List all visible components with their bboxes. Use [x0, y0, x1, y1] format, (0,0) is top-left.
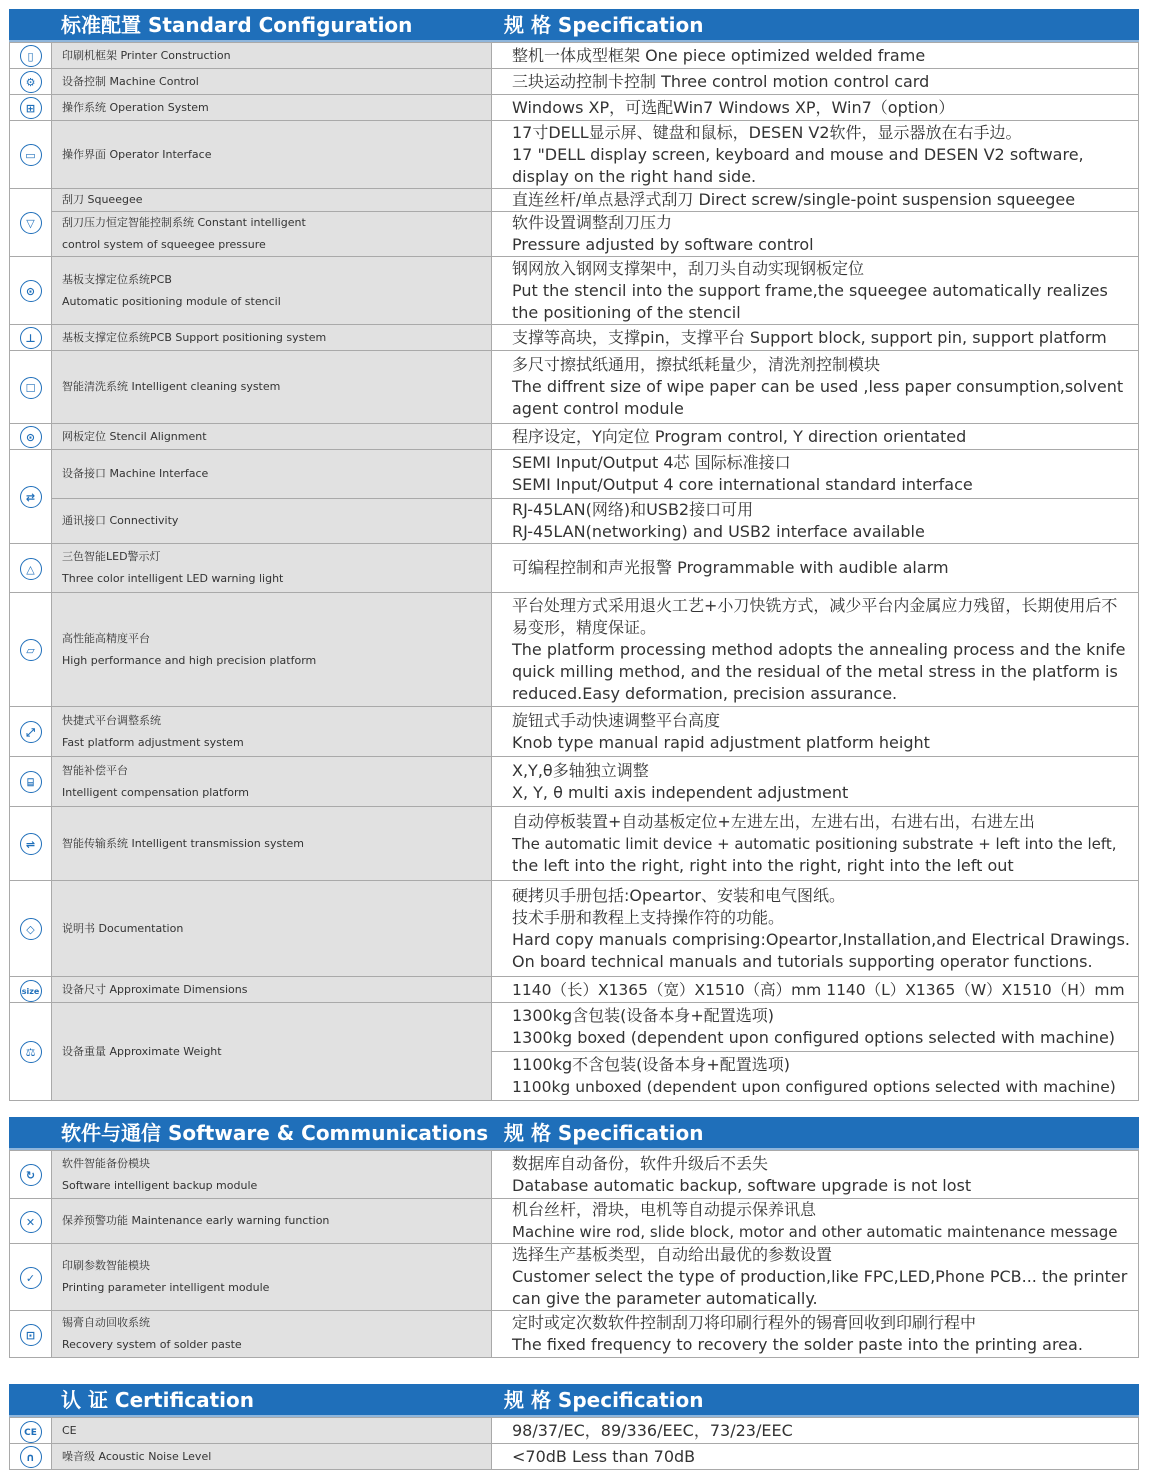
item-spec-line: can give the parameter automatically. — [512, 1289, 818, 1308]
item-spec — [492, 593, 1139, 707]
windows-icon: ⊞ — [20, 97, 42, 119]
item-spec-line: 旋钮式手动快速调整平台高度 — [512, 710, 721, 730]
item-name-line: 软件智能备份模块 — [62, 1156, 150, 1170]
item-spec-line: 平台处理方式采用退火工艺+小刀快铣方式，减少平台内金属应力残留，长期使用后不 — [512, 595, 1118, 615]
weight-icon: ⚖ — [20, 1041, 42, 1063]
item-spec — [492, 1244, 1139, 1311]
table-row — [10, 1199, 1139, 1244]
adjust-icon: ⤢ — [20, 721, 42, 743]
table-row — [10, 189, 1139, 212]
monitor-icon: ▭ — [20, 144, 42, 166]
item-name-line: 设备重量 Approximate Weight — [62, 1044, 222, 1058]
item-name-line: Recovery system of solder paste — [62, 1338, 242, 1351]
item-spec — [492, 1418, 1139, 1444]
table-row — [10, 707, 1139, 757]
support-pins-icon: ⊥ — [20, 327, 42, 349]
warning-light-icon: △ — [20, 558, 42, 580]
table-row — [10, 1151, 1139, 1199]
item-name-line: Intelligent compensation platform — [62, 785, 249, 799]
row-icon-cell — [10, 1003, 52, 1101]
item-spec-line: 钢网放入钢网支撑架中，刮刀头自动实现钢板定位 — [512, 258, 865, 278]
item-spec-line: 整机一体成型框架 One piece optimized welded frame — [512, 45, 926, 65]
item-spec — [492, 881, 1139, 977]
section-header — [9, 1117, 1139, 1150]
item-name-line: 网板定位 Stencil Alignment — [62, 429, 207, 443]
row-icon-cell — [10, 757, 52, 807]
item-name-line: 基板支撑定位系统PCB — [62, 272, 172, 286]
transmission-icon: ⇌ — [20, 833, 42, 855]
table-row — [10, 69, 1139, 95]
table-row — [10, 450, 1139, 499]
item-spec — [492, 43, 1139, 69]
item-spec — [492, 189, 1139, 212]
table-row — [10, 351, 1139, 424]
item-spec-line: 1100kg不含包装(设备本身+配置选项) — [512, 1055, 791, 1074]
item-name-line: 锡膏自动回收系统 — [62, 1316, 150, 1329]
item-name-line: 设备控制 Machine Control — [62, 74, 199, 88]
item-spec-line: Pressure adjusted by software control — [512, 235, 814, 254]
item-spec — [492, 424, 1139, 450]
usb-icon: ⇄ — [20, 486, 42, 508]
item-spec — [492, 450, 1139, 499]
item-spec-line: SEMI Input/Output 4芯 国际标准接口 — [512, 453, 791, 472]
item-name-line: Three color intelligent LED warning light — [62, 572, 284, 585]
section-title: 认 证 Certification — [61, 1388, 255, 1412]
item-spec — [492, 499, 1139, 544]
table-row — [10, 43, 1139, 69]
item-name — [52, 499, 492, 544]
item-name — [52, 424, 492, 450]
item-spec-line: On board technical manuals and tutorials supporting operator functions. — [512, 951, 1093, 971]
item-name — [52, 881, 492, 977]
item-name-line: 智能补偿平台 — [62, 763, 128, 777]
item-spec-line: the left into the right, right into the right, right into the left out — [512, 855, 1014, 875]
item-name-line: High performance and high precision platform — [62, 653, 317, 667]
item-spec-line: 三块运动控制卡控制 Three control motion control card — [512, 71, 930, 91]
item-spec-line: 机台丝杆，滑块，电机等自动提示保养讯息 — [512, 1200, 817, 1219]
row-icon-cell — [10, 1244, 52, 1311]
item-spec-line: 程序设定，Y向定位 Program control, Y direction orientated — [512, 426, 967, 446]
location-pin-icon: ⊙ — [20, 280, 42, 302]
row-icon-cell — [10, 1199, 52, 1244]
item-name — [52, 257, 492, 325]
item-spec — [492, 69, 1139, 95]
item-spec-line: 硬拷贝手册包括:Opeartor、安装和电气图纸。 — [512, 885, 846, 905]
table-row — [10, 499, 1139, 544]
platform-icon: ▱ — [20, 639, 42, 661]
item-spec-line: Customer select the type of production,like FPC,LED,Phone PCB... the printer — [512, 1267, 1128, 1286]
item-spec-line: X,Y,θ多轴独立调整 — [512, 760, 649, 780]
item-name-line: 基板支撑定位系统PCB Support positioning system — [62, 330, 327, 344]
table-row — [10, 757, 1139, 807]
item-name — [52, 351, 492, 424]
item-spec — [492, 757, 1139, 807]
cleaning-icon: ☐ — [20, 377, 42, 399]
location-pin-icon: ⊙ — [20, 426, 42, 448]
item-spec-line: 17寸DELL显示屏、键盘和鼠标，DESEN V2软件，显示器放在右手边。 — [512, 122, 1022, 142]
specification-title: 规 格 Specification — [504, 13, 704, 37]
item-name — [52, 593, 492, 707]
table-row — [10, 424, 1139, 450]
item-name — [52, 1418, 492, 1444]
item-name-line: Software intelligent backup module — [62, 1178, 258, 1192]
tools-icon: ✕ — [20, 1211, 42, 1233]
item-spec-line: 1100kg unboxed (dependent upon configured options selected with machine) — [512, 1078, 1116, 1096]
row-icon-cell — [10, 1151, 52, 1199]
row-icon-cell — [10, 977, 52, 1003]
item-name — [52, 1244, 492, 1311]
row-icon-cell — [10, 544, 52, 593]
item-name-line: 通讯接口 Connectivity — [62, 514, 179, 527]
manual-icon: ◇ — [20, 918, 42, 940]
table-row — [10, 1444, 1139, 1470]
item-spec-line: 自动停板装置+自动基板定位+左进左出，左进右出，右进右出，右进左出 — [512, 811, 1035, 831]
table-row — [10, 1418, 1139, 1444]
item-name-line: 设备尺寸 Approximate Dimensions — [62, 982, 248, 996]
item-name — [52, 1199, 492, 1244]
item-name-line: 设备接口 Machine Interface — [62, 467, 209, 480]
row-icon-cell — [10, 43, 52, 69]
item-spec-line: Knob type manual rapid adjustment platform height — [512, 732, 930, 752]
item-name — [52, 707, 492, 757]
table-row — [10, 121, 1139, 189]
item-name — [52, 212, 492, 257]
row-icon-cell — [10, 257, 52, 325]
item-spec-line: The fixed frequency to recovery the solder paste into the printing area. — [512, 1335, 1083, 1354]
check-icon: ✓ — [20, 1267, 42, 1289]
item-spec-line: RJ-45LAN(networking) and USB2 interface available — [512, 522, 925, 541]
item-spec-line: 技术手册和教程上支持操作符的功能。 — [512, 907, 785, 927]
item-name — [52, 189, 492, 212]
table-row — [10, 95, 1139, 121]
item-spec — [492, 1052, 1139, 1101]
item-spec — [492, 1444, 1139, 1470]
item-name-line: 操作界面 Operator Interface — [62, 147, 212, 161]
table-row — [10, 593, 1139, 707]
item-spec — [492, 807, 1139, 881]
row-icon-cell — [10, 325, 52, 351]
item-name-line: 操作系统 Operation System — [62, 100, 209, 114]
specification-title: 规 格 Specification — [504, 1388, 704, 1412]
item-spec-line: Database automatic backup, software upgrade is not lost — [512, 1175, 972, 1195]
recycle-icon: ⊡ — [20, 1324, 42, 1346]
section-header — [9, 9, 1139, 42]
item-spec — [492, 1003, 1139, 1052]
row-icon-cell — [10, 450, 52, 544]
item-spec-line: 软件设置调整刮刀压力 — [512, 213, 673, 232]
item-name — [52, 95, 492, 121]
item-spec-line: 可编程控制和声光报警 Programmable with audible alarm — [512, 558, 949, 577]
table-row — [10, 257, 1139, 325]
item-name-line: 智能传输系统 Intelligent transmission system — [62, 836, 305, 850]
item-spec-line: 17 "DELL display screen, keyboard and mouse and DESEN V2 software, — [512, 144, 1084, 164]
compensation-icon: ⌸ — [20, 771, 42, 793]
item-spec-line: The automatic limit device + automatic positioning substrate + left into the left, — [512, 834, 1117, 853]
item-spec-line: Windows XP，可选配Win7 Windows XP，Win7（option） — [512, 97, 955, 117]
item-spec-line: 支撑等高块，支撑pin，支撑平台 Support block, support pin, support platform — [512, 327, 1107, 347]
item-name — [52, 544, 492, 593]
item-name — [52, 807, 492, 881]
item-name-line: 三色智能LED警示灯 — [62, 550, 161, 563]
row-icon-cell — [10, 351, 52, 424]
section-header — [9, 1384, 1139, 1417]
squeegee-icon: ▽ — [20, 212, 42, 234]
item-spec-line: X, Y, θ multi axis independent adjustment — [512, 782, 849, 802]
item-spec-line: quick milling method, and the residual of the metal stress in the platform is — [512, 661, 1118, 681]
spec-table — [9, 1417, 1139, 1470]
item-spec-line: SEMI Input/Output 4 core international standard interface — [512, 475, 973, 494]
item-name-line: CE — [62, 1423, 77, 1437]
table-row — [10, 881, 1139, 977]
item-spec — [492, 707, 1139, 757]
item-name — [52, 325, 492, 351]
section-title: 标准配置 Standard Configuration — [61, 13, 413, 37]
item-spec-line: Put the stencil into the support frame,the squeegee automatically realizes — [512, 280, 1108, 300]
table-row — [10, 1311, 1139, 1358]
item-name — [52, 1003, 492, 1101]
item-name-line: 快捷式平台调整系统 — [62, 713, 161, 727]
item-spec-line: 直连丝杆/单点悬浮式刮刀 Direct screw/single-point suspension squeegee — [512, 190, 1076, 209]
specification-title: 规 格 Specification — [504, 1121, 704, 1145]
ce-mark-icon: CE — [20, 1421, 42, 1443]
table-row — [10, 1244, 1139, 1311]
spec-table — [9, 1150, 1139, 1358]
item-name-line: control system of squeegee pressure — [62, 238, 266, 251]
row-icon-cell — [10, 121, 52, 189]
row-icon-cell — [10, 95, 52, 121]
gear-icon: ⚙ — [20, 71, 42, 93]
row-icon-cell — [10, 881, 52, 977]
item-spec-line: 定时或定次数软件控制刮刀将印刷行程外的锡膏回收到印刷行程中 — [512, 1313, 977, 1332]
item-name-line: Printing parameter intelligent module — [62, 1281, 270, 1294]
item-spec — [492, 351, 1139, 424]
item-name — [52, 1311, 492, 1358]
item-name — [52, 1151, 492, 1199]
item-spec — [492, 1151, 1139, 1199]
item-spec-line: display on the right hand side. — [512, 166, 757, 186]
row-icon-cell — [10, 1311, 52, 1358]
item-spec-line: 98/37/EC，89/336/EEC，73/23/EEC — [512, 1420, 793, 1440]
row-icon-cell — [10, 593, 52, 707]
item-name — [52, 121, 492, 189]
item-spec-line: The diffrent size of wipe paper can be used ,less paper consumption,solvent — [512, 377, 1124, 396]
row-icon-cell — [10, 424, 52, 450]
item-name-line: 刮刀压力恒定智能控制系统 Constant intelligent — [62, 216, 306, 229]
table-row — [10, 1003, 1139, 1052]
item-spec — [492, 95, 1139, 121]
table-row — [10, 325, 1139, 351]
backup-icon: ↻ — [20, 1164, 42, 1186]
item-spec-line: 易变形，精度保证。 — [512, 617, 657, 637]
item-spec-line: 数据库自动备份，软件升级后不丢失 — [512, 1153, 769, 1173]
item-name-line: Automatic positioning module of stencil — [62, 294, 281, 308]
item-name — [52, 69, 492, 95]
item-spec-line: the positioning of the stencil — [512, 302, 741, 322]
software-communications-section — [9, 1117, 1139, 1358]
item-name — [52, 450, 492, 499]
item-spec — [492, 1311, 1139, 1358]
item-name-line: 说明书 Documentation — [62, 921, 184, 935]
row-icon-cell — [10, 1444, 52, 1470]
certification-section — [9, 1384, 1139, 1470]
table-row — [10, 807, 1139, 881]
item-spec-line: RJ-45LAN(网络)和USB2接口可用 — [512, 500, 754, 519]
row-icon-cell — [10, 69, 52, 95]
item-spec-line: 1300kg含包装(设备本身+配置选项) — [512, 1006, 775, 1025]
item-spec-line: The platform processing method adopts the annealing process and the knife — [512, 639, 1126, 659]
item-name-line: 印刷机框架 Printer Construction — [62, 48, 231, 62]
row-icon-cell — [10, 1418, 52, 1444]
item-spec — [492, 977, 1139, 1003]
item-name-line: Fast platform adjustment system — [62, 735, 244, 749]
item-spec-line: agent control module — [512, 399, 684, 418]
item-spec-line: 多尺寸擦拭纸通用，擦拭纸耗量少，清洗剂控制模块 — [512, 355, 881, 374]
item-spec — [492, 257, 1139, 325]
row-icon-cell — [10, 807, 52, 881]
row-icon-cell — [10, 707, 52, 757]
item-name — [52, 757, 492, 807]
item-name-line: 智能清洗系统 Intelligent cleaning system — [62, 380, 281, 393]
item-name — [52, 43, 492, 69]
item-spec — [492, 121, 1139, 189]
printer-frame-icon: ▯ — [20, 45, 42, 67]
size-icon: size — [20, 980, 42, 1002]
item-spec — [492, 544, 1139, 593]
item-name — [52, 1444, 492, 1470]
item-name — [52, 977, 492, 1003]
item-spec-line: reduced.Easy deformation, precision assurance. — [512, 683, 898, 703]
section-title: 软件与通信 Software & Communications — [61, 1121, 489, 1145]
table-row — [10, 212, 1139, 257]
item-spec-line: <70dB Less than 70dB — [512, 1446, 696, 1466]
table-row — [10, 977, 1139, 1003]
row-icon-cell — [10, 189, 52, 257]
item-spec — [492, 212, 1139, 257]
item-spec — [492, 1199, 1139, 1244]
item-name-line: 印刷参数智能模块 — [62, 1259, 150, 1272]
standard-configuration-section — [9, 9, 1139, 1101]
item-spec-line: Hard copy manuals comprising:Opeartor,Installation,and Electrical Drawings. — [512, 929, 1131, 949]
item-spec — [492, 325, 1139, 351]
table-row — [10, 544, 1139, 593]
item-spec-line: Machine wire rod, slide block, motor and other automatic maintenance message — [512, 1223, 1118, 1241]
item-spec-line: 1300kg boxed (dependent upon configured options selected with machine) — [512, 1028, 1116, 1047]
item-spec-line: 1140（长）X1365（宽）X1510（高）mm 1140（L）X1365（W）X1510（H）mm — [512, 980, 1125, 999]
item-name-line: 高性能高精度平台 — [62, 631, 150, 645]
spec-table — [9, 42, 1139, 1101]
item-name-line: 保养预警功能 Maintenance early warning function — [62, 1214, 330, 1227]
item-name-line: 刮刀 Squeegee — [62, 193, 143, 206]
headphones-icon: ∩ — [20, 1446, 42, 1468]
item-spec-line: 选择生产基板类型，自动给出最优的参数设置 — [512, 1245, 833, 1264]
item-name-line: 噪音级 Acoustic Noise Level — [62, 1449, 212, 1463]
